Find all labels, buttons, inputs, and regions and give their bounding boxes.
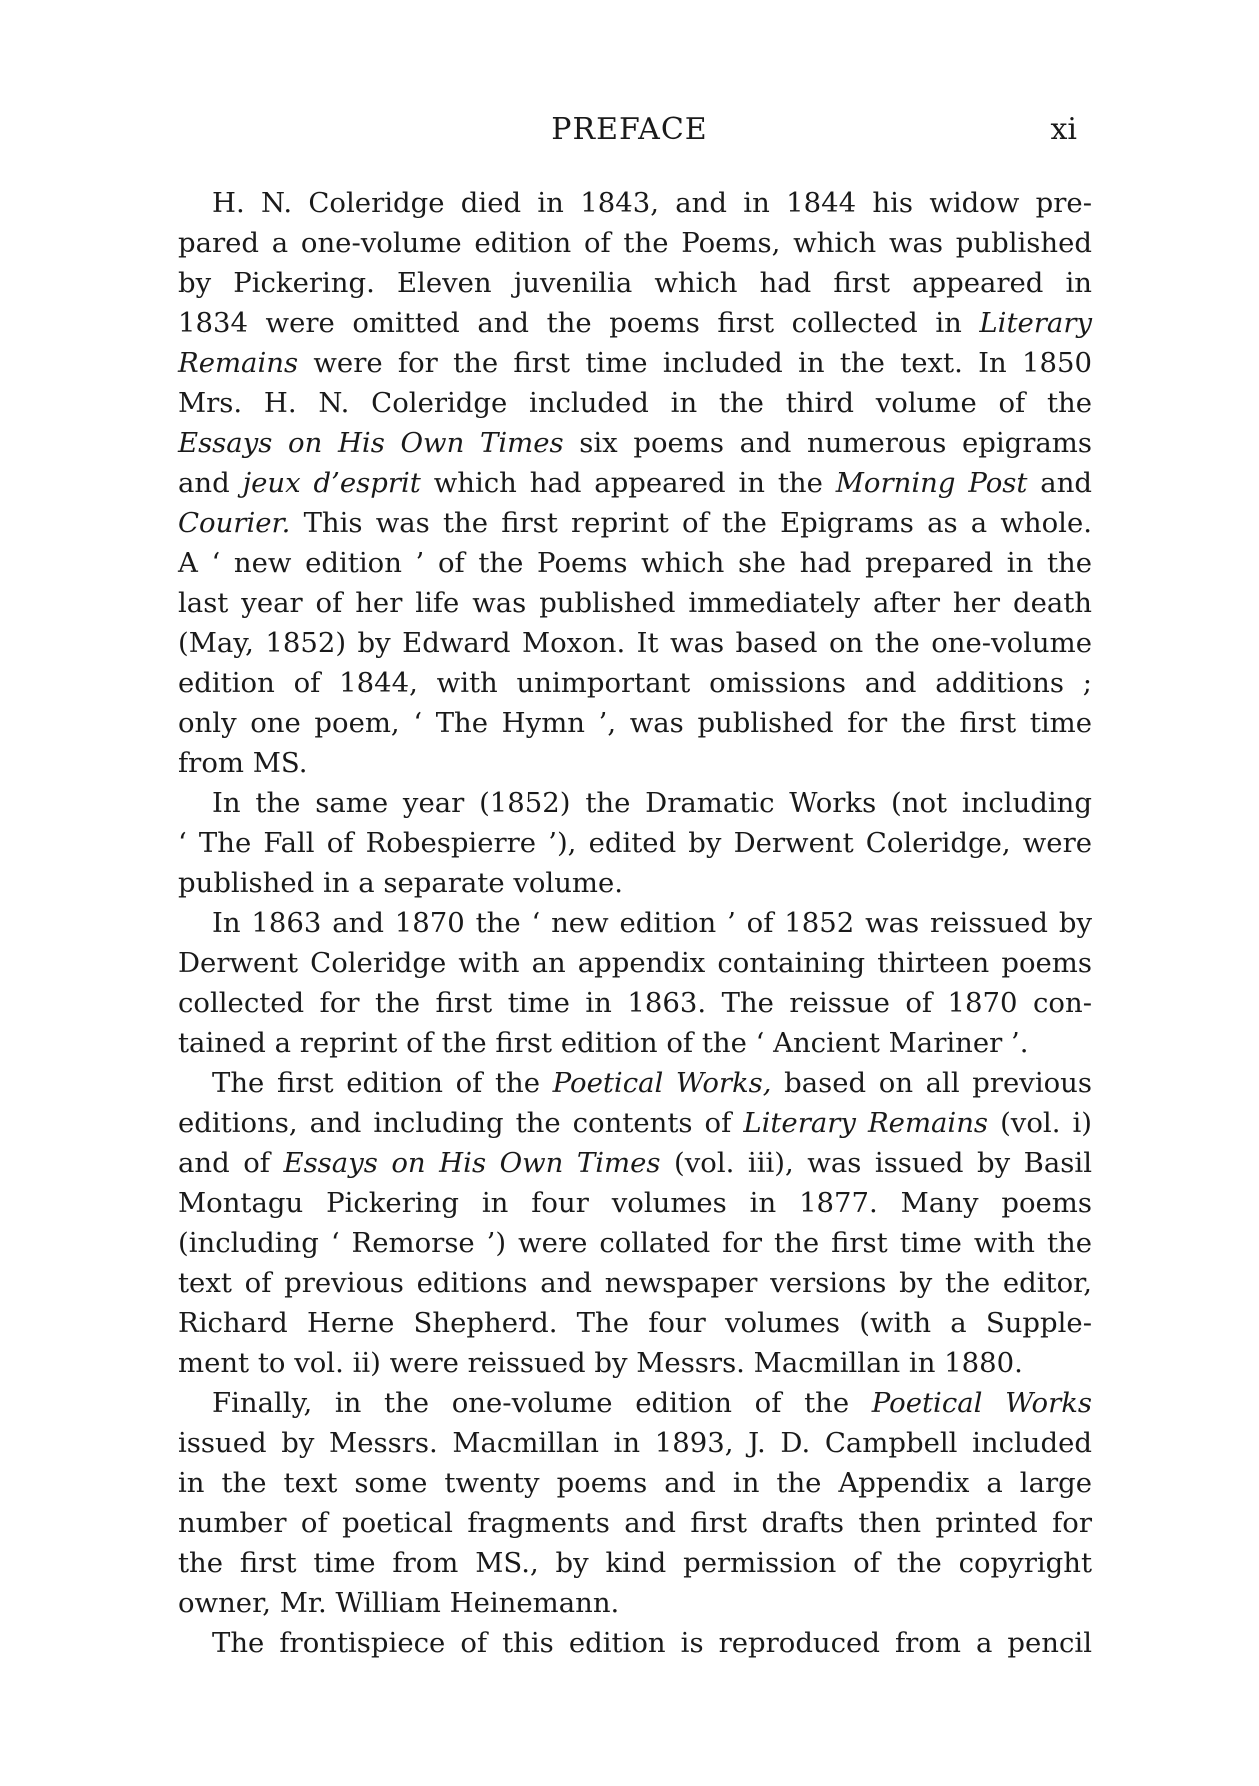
text-run: ment to vol. ii) were reissued by Messrs. Macmillan in 1880.: [178, 1347, 1023, 1379]
text-run: Richard Herne Shepherd. The four volumes (with a Supple-: [178, 1307, 1092, 1339]
text-run: tained a reprint of the first edition of the ‘ Ancient Mariner ’.: [178, 1027, 1029, 1059]
text-line: [178, 343, 1092, 383]
text-run: Mrs. H. N. Coleridge included in the third volume of the: [178, 387, 1092, 419]
text-line: [178, 1063, 1092, 1103]
text-line: [178, 1303, 1092, 1343]
text-line: [178, 1423, 1092, 1463]
italic-run: Morning Post: [835, 467, 1028, 499]
text-run: editions, and including the contents of: [178, 1107, 744, 1139]
text-run: text of previous editions and newspaper versions by the editor,: [178, 1267, 1092, 1299]
text-line: [178, 463, 1092, 503]
text-line: [178, 303, 1092, 343]
text-line: [178, 1623, 1092, 1663]
paragraph: [178, 903, 1092, 1063]
italic-run: Poetical Works,: [552, 1067, 772, 1099]
italic-run: Literary: [979, 307, 1092, 339]
text-run: H. N. Coleridge died in 1843, and in 1844 his widow pre-: [212, 187, 1092, 219]
text-run: In the same year (1852) the Dramatic Works (not including: [212, 787, 1092, 819]
text-run: six poems and numerous epigrams: [563, 427, 1092, 459]
text-run: and of: [178, 1147, 284, 1179]
text-line: [178, 223, 1092, 263]
text-line: [178, 623, 1092, 663]
text-run: Derwent Coleridge with an appendix containing thirteen poems: [178, 947, 1092, 979]
text-line: [178, 543, 1092, 583]
paragraph: [178, 183, 1092, 783]
text-line: [178, 823, 1092, 863]
text-line: [178, 703, 1092, 743]
text-line: [178, 663, 1092, 703]
text-line: [178, 1543, 1092, 1583]
italic-run: Essays on His Own Times: [178, 427, 564, 459]
text-run: A ‘ new edition ’ of the Poems which she had prepared in the: [178, 547, 1092, 579]
body-text: [178, 183, 1092, 1663]
text-run: the first time from MS., by kind permission of the copyright: [178, 1547, 1092, 1579]
text-run: ‘ The Fall of Robespierre ’), edited by Derwent Coleridge, were: [178, 827, 1092, 859]
text-line: [178, 1263, 1092, 1303]
text-run: by Pickering. Eleven juvenilia which had first appeared in: [178, 267, 1092, 299]
text-line: [178, 1463, 1092, 1503]
paragraph: [178, 1383, 1092, 1623]
text-line: [178, 1383, 1092, 1423]
text-run: in the text some twenty poems and in the Appendix a large: [178, 1467, 1092, 1499]
italic-run: Literary Remains: [743, 1107, 989, 1139]
text-line: [178, 583, 1092, 623]
text-line: [178, 863, 1092, 903]
running-head: [0, 112, 1259, 152]
text-line: [178, 943, 1092, 983]
text-line: [178, 903, 1092, 943]
italic-run: Essays on His Own Times: [283, 1147, 661, 1179]
text-line: [178, 1023, 1092, 1063]
text-run: (vol. iii), was issued by Basil: [660, 1147, 1092, 1179]
text-line: [178, 1223, 1092, 1263]
page-title: PREFACE: [551, 112, 708, 147]
text-run: based on all previous: [771, 1067, 1092, 1099]
text-run: published in a separate volume.: [178, 867, 624, 899]
text-run: edition of 1844, with unimportant omissions and additions ;: [178, 667, 1092, 699]
text-run: number of poetical fragments and first drafts then printed for: [178, 1507, 1092, 1539]
text-run: issued by Messrs. Macmillan in 1893, J. D. Campbell included: [178, 1427, 1092, 1459]
text-run: last year of her life was published immediately after her death: [178, 587, 1092, 619]
text-run: were for the first time included in the text. In 1850: [298, 347, 1092, 379]
text-run: This was the first reprint of the Epigrams as a whole.: [290, 507, 1092, 539]
text-run: collected for the first time in 1863. The reissue of 1870 con-: [178, 987, 1092, 1019]
text-line: [178, 1143, 1092, 1183]
text-line: [178, 1583, 1092, 1623]
text-line: [178, 783, 1092, 823]
text-run: owner, Mr. William Heinemann.: [178, 1587, 620, 1619]
text-run: and: [178, 467, 243, 499]
italic-run: Courier.: [178, 507, 291, 539]
text-run: Finally, in the one-volume edition of the: [212, 1387, 872, 1419]
text-run: 1834 were omitted and the poems first collected in: [178, 307, 980, 339]
text-run: (including ‘ Remorse ’) were collated for the first time with the: [178, 1227, 1092, 1259]
text-line: [178, 1183, 1092, 1223]
text-run: The frontispiece of this edition is reproduced from a pencil: [212, 1627, 1092, 1659]
text-line: [178, 743, 1092, 783]
text-line: [178, 183, 1092, 223]
italic-run: Remains: [178, 347, 299, 379]
italic-run: jeux d’esprit: [242, 467, 421, 499]
text-line: [178, 503, 1092, 543]
text-line: [178, 1503, 1092, 1543]
text-run: The first edition of the: [212, 1067, 553, 1099]
italic-run: Poetical Works: [871, 1387, 1092, 1419]
paragraph: [178, 1623, 1092, 1663]
text-run: In 1863 and 1870 the ‘ new edition ’ of 1852 was reissued by: [212, 907, 1092, 939]
page-number: xi: [1050, 112, 1077, 147]
text-line: [178, 1103, 1092, 1143]
text-line: [178, 983, 1092, 1023]
text-run: (vol. i): [988, 1107, 1092, 1139]
paragraph: [178, 783, 1092, 903]
text-line: [178, 263, 1092, 303]
text-run: from MS.: [178, 747, 308, 779]
text-line: [178, 423, 1092, 463]
paragraph: [178, 1063, 1092, 1383]
text-run: pared a one-volume edition of the Poems, which was published: [178, 227, 1092, 259]
text-run: (May, 1852) by Edward Moxon. It was based on the one-volume: [178, 627, 1092, 659]
text-line: [178, 1343, 1092, 1383]
text-run: which had appeared in the: [420, 467, 836, 499]
text-run: Montagu Pickering in four volumes in 1877. Many poems: [178, 1187, 1092, 1219]
text-run: only one poem, ‘ The Hymn ’, was published for the first time: [178, 707, 1092, 739]
text-run: and: [1027, 467, 1093, 499]
text-line: [178, 383, 1092, 423]
